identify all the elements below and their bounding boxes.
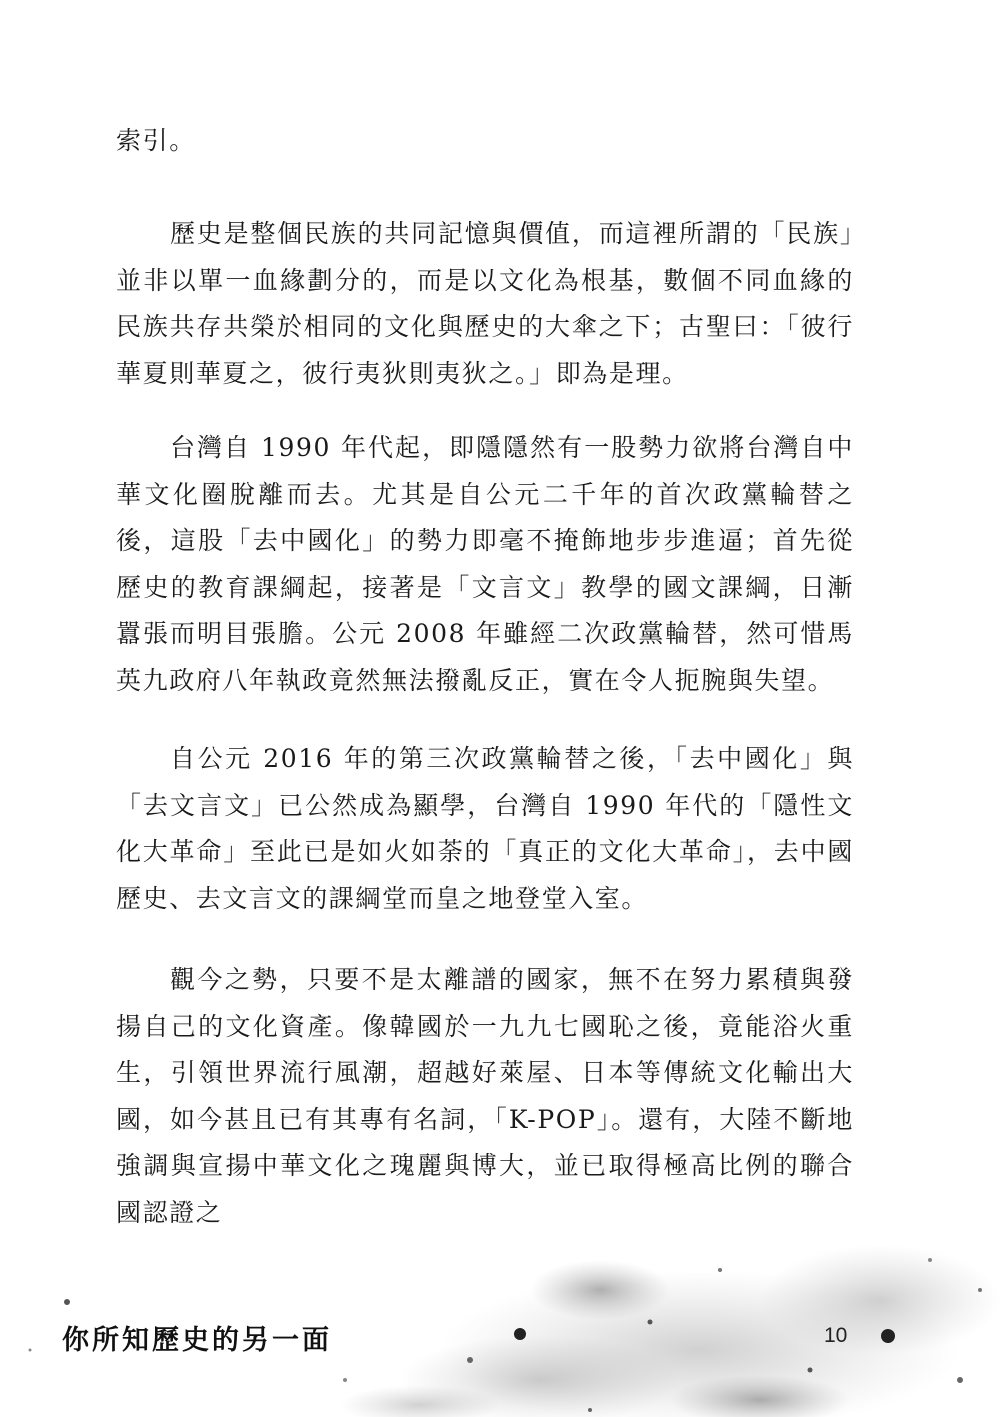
fragment-text: 索引。: [116, 126, 196, 155]
footer-book-title: 你所知歷史的另一面: [62, 1325, 332, 1356]
fragment-line: [116, 118, 854, 165]
paragraph-text: 台灣自 1990 年代起，即隱隱然有一股勢力欲將台灣自中華文化圈脫離而去。尤其是自公元二千年的首次政黨輪替之後，這股「去中國化」的勢力即毫不掩飾地步步進逼；首先從歷史的教育課綱起，接著是「文言文」教學的國文課綱，日漸囂張而明目張膽。公元 2008 年雖經二次政黨輪替，然可惜馬英九政府八年執政竟然無法撥亂反正，實在令人扼腕與失望。: [116, 433, 854, 695]
paragraph-3: [116, 736, 854, 922]
paragraph-1: [116, 211, 854, 397]
paragraph-4: [116, 957, 854, 1236]
paragraph-2: [116, 425, 854, 704]
paragraph-text: 自公元 2016 年的第三次政黨輪替之後，「去中國化」與「去文言文」已公然成為顯學，台灣自 1990 年代的「隱性文化大革命」至此已是如火如荼的「真正的文化大革命」，去中國歷史、去文言文的課綱堂而皇之地登堂入室。: [116, 744, 854, 913]
page-number: 10: [824, 1324, 848, 1347]
paragraph-text: 觀今之勢，只要不是太離譜的國家，無不在努力累積與發揚自己的文化資產。像韓國於一九九七國恥之後，竟能浴火重生，引領世界流行風潮，超越好萊屋、日本等傳統文化輸出大國，如今甚且已有其專有名詞，「K-POP」。還有，大陸不斷地強調與宣揚中華文化之瑰麗與博大，並已取得極高比例的聯合國認證之: [116, 965, 854, 1227]
paragraph-text: 歷史是整個民族的共同記憶與價值，而這裡所謂的「民族」並非以單一血緣劃分的，而是以文化為根基，數個不同血緣的民族共存共榮於相同的文化與歷史的大傘之下；古聖曰：「彼行華夏則華夏之，彼行夷狄則夷狄之。」即為是理。: [116, 219, 854, 388]
